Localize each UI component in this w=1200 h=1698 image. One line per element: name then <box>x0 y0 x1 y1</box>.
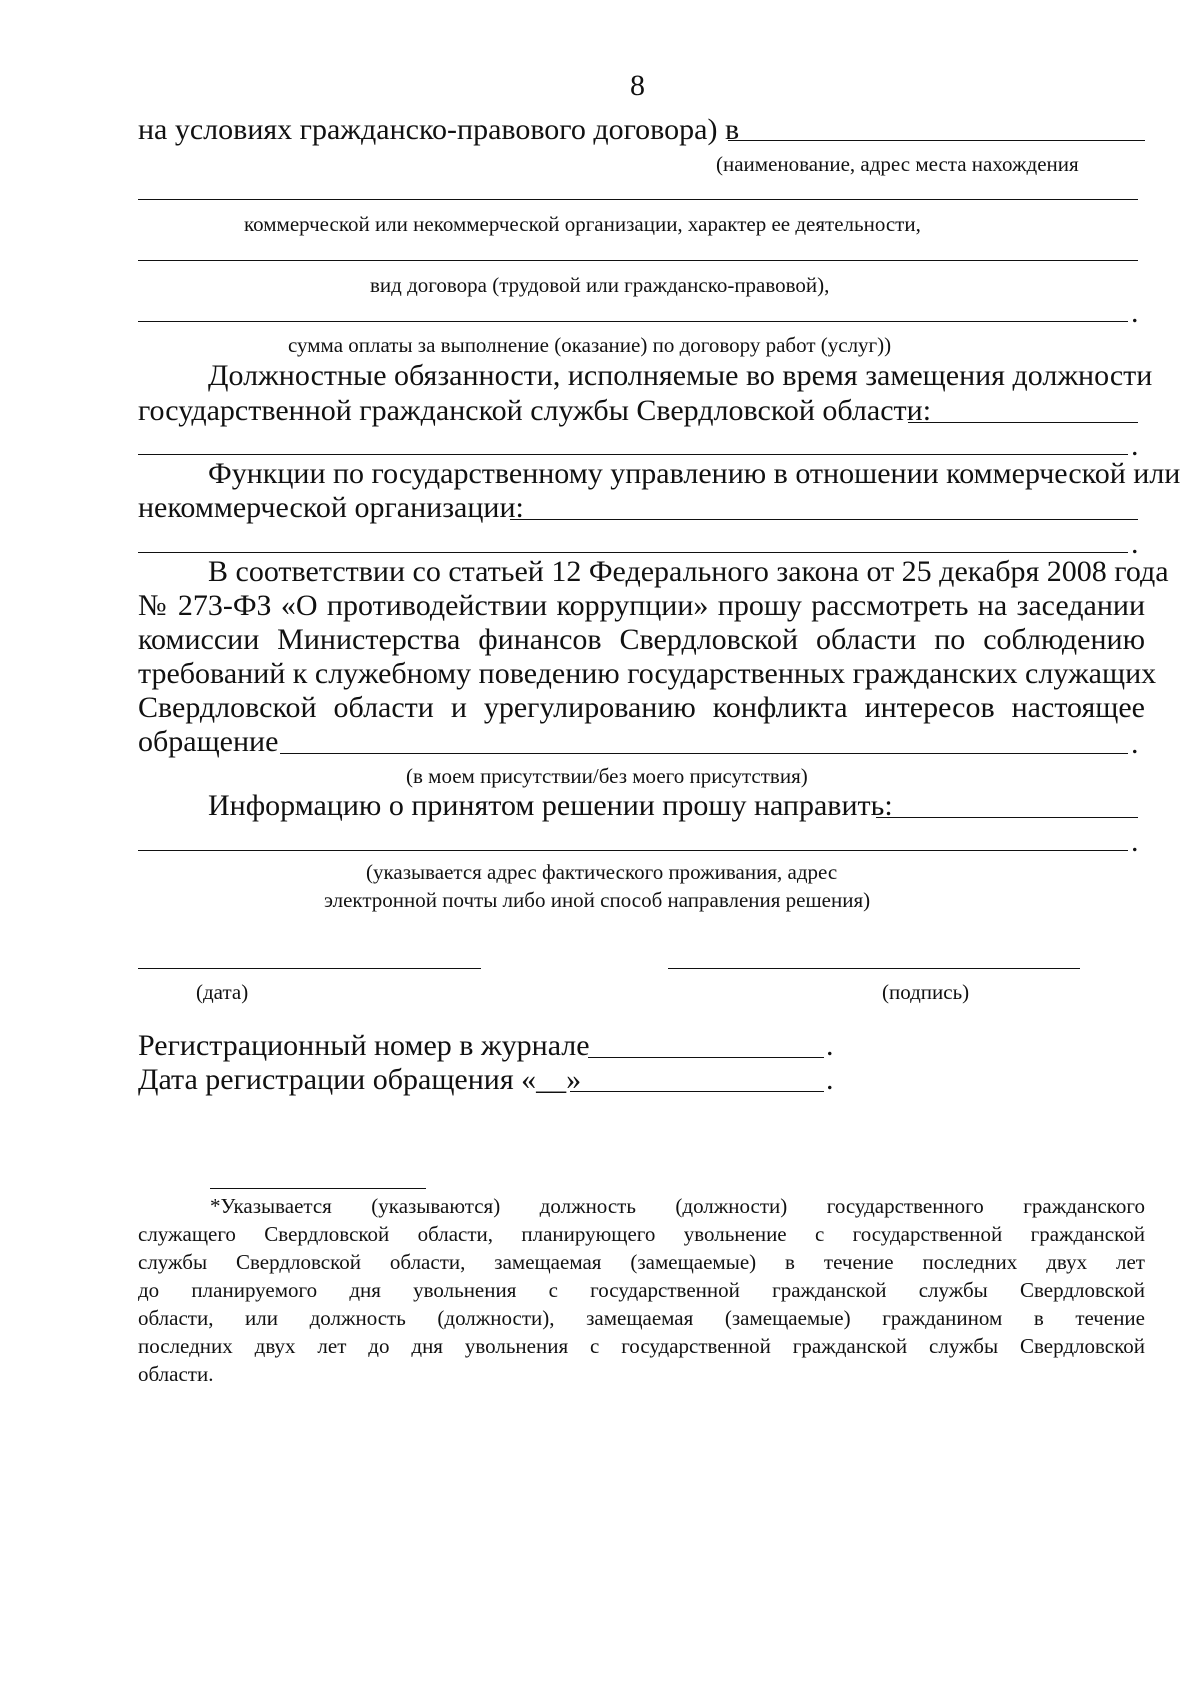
footnote-line-4 <box>138 1276 1145 1304</box>
footnote-text-3: службы Свердловской области, замещаемая (замещаемые) в течение последних двух лет <box>138 1250 1145 1274</box>
presence-hint: (в моем присутствии/без моего присутствия) <box>406 764 808 788</box>
period-mark: . <box>1131 727 1139 760</box>
signature-field[interactable] <box>668 968 1080 969</box>
footnote-separator <box>210 1188 426 1189</box>
footnote-line-6 <box>138 1332 1145 1360</box>
period-mark: . <box>1131 429 1139 462</box>
duties-text-1: Должностные обязанности, исполняемые во время замещения должности <box>208 359 1153 392</box>
organization-hint-1: (наименование, адрес места нахождения <box>716 152 1079 176</box>
functions-line-2: некоммерческой организации: <box>138 491 524 524</box>
period-mark: . <box>1131 825 1139 858</box>
info-field-2[interactable] <box>138 850 1128 851</box>
info-hint-1: (указывается адрес фактического проживания, адрес <box>366 860 838 884</box>
registration-number-field[interactable] <box>588 1057 824 1058</box>
footnote-text-4: до планируемого дня увольнения с государственной гражданской службы Свердловской <box>138 1278 1145 1302</box>
footnote-text-6: последних двух лет до дня увольнения с государственной гражданской службы Свердловской <box>138 1334 1145 1358</box>
request-line-2 <box>138 590 1145 622</box>
signature-label: (подпись) <box>882 980 970 1004</box>
organization-hint-2: коммерческой или некоммерческой организации, характер ее деятельности, <box>244 212 921 236</box>
registration-date-label: Дата регистрации обращения «__» <box>138 1063 582 1096</box>
registration-date-field[interactable] <box>570 1091 824 1092</box>
request-line-1 <box>208 555 1169 588</box>
duties-field-1[interactable] <box>908 422 1138 423</box>
period-mark: . <box>1131 527 1139 560</box>
date-field[interactable] <box>138 968 481 969</box>
period-mark: . <box>1131 296 1139 329</box>
period-mark: . <box>826 1063 834 1096</box>
info-hint-2: электронной почты либо иной способ направления решения) <box>324 888 871 912</box>
functions-field-2[interactable] <box>138 552 1128 553</box>
footnote-line-2 <box>138 1220 1145 1248</box>
presence-field[interactable] <box>280 753 1128 754</box>
page-number: 8 <box>630 69 645 102</box>
footnote-line-7: области. <box>138 1362 214 1386</box>
request-text-4: требований к служебному поведению государственных гражданских служащих <box>138 657 1157 690</box>
functions-line-1 <box>208 457 1181 490</box>
duties-line-2: государственной гражданской службы Свердловской области: <box>138 394 932 427</box>
intro-line: на условиях гражданско-правового договора) в <box>138 113 740 146</box>
footnote-line-5 <box>138 1304 1145 1332</box>
request-line-4 <box>138 657 1157 690</box>
info-line: Информацию о принятом решении прошу направить: <box>208 789 893 822</box>
period-mark: . <box>826 1029 834 1062</box>
request-line-6: обращение <box>138 725 279 758</box>
request-text-3: комиссии Министерства финансов Свердловской области по соблюдению <box>138 623 1145 656</box>
request-text-5: Свердловской области и урегулированию конфликта интересов настоящее <box>138 691 1145 724</box>
footnote-text-2: служащего Свердловской области, планирующего увольнение с государственной гражданской <box>138 1222 1145 1246</box>
organization-field-4[interactable] <box>138 321 1128 322</box>
duties-field-2[interactable] <box>138 454 1128 455</box>
request-line-3 <box>138 624 1145 656</box>
duties-line-1 <box>208 359 1153 392</box>
organization-hint-3: вид договора (трудовой или гражданско-правовой), <box>370 273 830 297</box>
registration-number-label: Регистрационный номер в журнале <box>138 1029 590 1062</box>
date-label: (дата) <box>196 980 249 1004</box>
footnote-text-1: *Указывается (указываются) должность (должности) государственного гражданского <box>210 1194 1145 1218</box>
organization-hint-4: сумма оплаты за выполнение (оказание) по договору работ (услуг)) <box>288 333 892 357</box>
info-field-1[interactable] <box>876 817 1138 818</box>
footnote-text-5: области, или должность (должности), замещаемая (замещаемые) гражданином в течение <box>138 1306 1145 1330</box>
request-text-2: № 273-ФЗ «О противодействии коррупции» прошу рассмотреть на заседании <box>138 589 1145 622</box>
organization-field-3[interactable] <box>138 260 1138 261</box>
request-line-5 <box>138 692 1145 724</box>
organization-field-2[interactable] <box>138 199 1138 200</box>
request-text-1: В соответствии со статьей 12 Федерального закона от 25 декабря 2008 года <box>208 555 1169 588</box>
functions-text-1: Функции по государственному управлению в отношении коммерческой или <box>208 457 1181 490</box>
footnote-line-3 <box>138 1248 1145 1276</box>
footnote-line-1 <box>210 1192 1145 1220</box>
functions-field-1[interactable] <box>510 519 1138 520</box>
organization-name-field[interactable] <box>728 140 1145 141</box>
